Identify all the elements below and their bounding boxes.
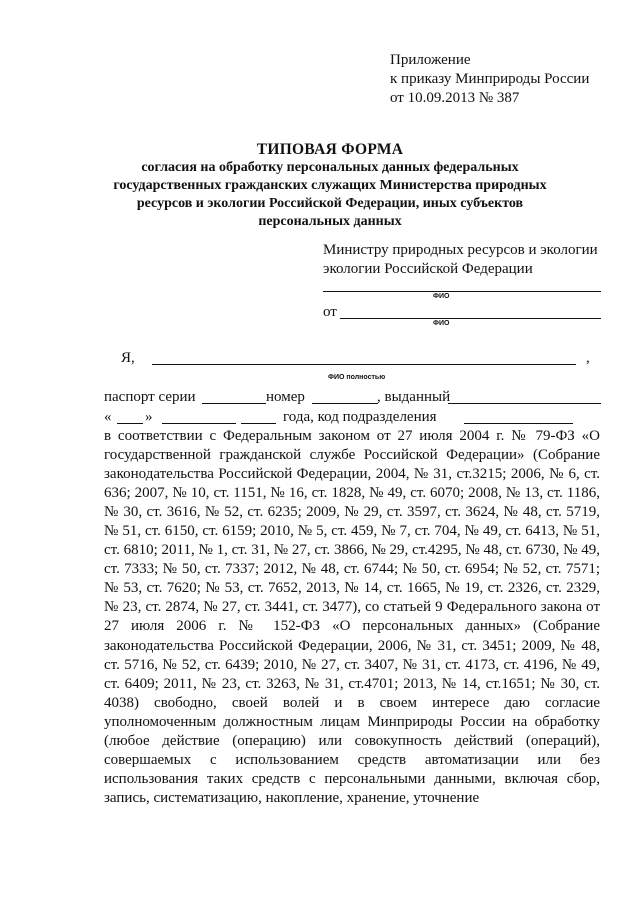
subdivision-code-field[interactable] [464,423,573,424]
declarant-suffix: , [586,350,590,366]
issue-day-field[interactable] [117,423,143,424]
addressee-fio-field[interactable] [323,291,601,292]
appendix-block [390,51,589,108]
appendix-line-2: к приказу Минприроды России [390,71,590,87]
appendix-line-3: от 10.09.2013 № 387 [390,90,520,106]
date-close-quote: » [145,409,153,425]
declarant-fio-caption: ФИО полностью [328,374,386,381]
appendix-line-1: Приложение [390,52,471,68]
issue-year-field[interactable] [241,423,276,424]
addressee-block [323,241,598,279]
addressee-line-1: Министру природных ресурсов и экологии [323,242,598,258]
passport-number-field[interactable] [312,403,378,404]
declarant-prefix: Я, [121,350,135,366]
date-open-quote: « [104,409,112,425]
consent-body-text: в соответствии с Федеральным законом от 27 июля 2004 г. № 79-ФЗ «О государственной гражданской службе Российской Федерации» (Собрание законодательства Российской Федерации, 2004, № 31, ст.3215; 2006, № 6, ст. 636; 2007, № 10, ст. 1151, № 16, ст. 1828, № 49, ст. 6070; 2008, № 13, ст. 1186, № 30, ст. 3616, № 52, ст. 6235; 2009, № 29, ст. 3597, ст. 3624, № 48, ст. 5719, № 51, ст. 6150, ст. 6159; 2010, № 5, ст. 459, № 7, ст. 704, № 49, ст. 6413, № 51, ст. 6810; 2011, № 1, ст. 31, № 27, ст. 3866, № 29, ст.4295, № 48, ст. 6730, № 49, ст. 7333; № 50, ст. 7337; 2012, № 48, ст. 6744; № 50, ст. 6954; № 52, ст. 7571; № 53, ст. 7620; № 53, ст. 7652, 2013, № 14, ст. 1665, № 19, ст. 2326, ст. 2329, № 23, ст. 2874, № 27, ст. 3441, ст. 3477), со статьей 9 Федерального закона от 27 июля 2006 г. № 152-ФЗ «О персональных данных» (Собрание законодательства Российской Федерации, 2006, № 31, ст. 3451; 2009, № 48, ст. 5716, № 52, ст. 6439; 2010, № 27, ст. 3407, № 31, ст. 4173, ст. 4196, № 49, ст. 6409; 2011, № 23, ст. 3263, № 31, ст.4701; 2013, № 14, ст.1651; № 30, ст. 4038) свободно, своей волей и в своем интересе даю согласие уполномоченным должностным лицам Минприроды России на обработку (любое действие (операцию) или совокупность действий (операций), совершаемых с использованием средств автоматизации или без использования таких средств с персональными данными, включая сбор, запись, систематизацию, накопление, хранение, уточнение [104,428,600,806]
passport-number-label: номер [266,389,305,405]
declarant-fio-field[interactable] [152,364,576,365]
addressee-line-2: экологии Российской Федерации [323,261,533,277]
from-fio-caption: ФИО [433,320,450,327]
passport-issued-field[interactable] [448,403,601,404]
passport-series-label: паспорт серии [104,389,196,405]
passport-issued-label: , выданный [377,389,451,405]
from-fio-field[interactable] [340,318,601,319]
issue-month-field[interactable] [162,423,236,424]
form-title [100,140,560,231]
from-label: от [323,304,337,320]
addressee-fio-caption: ФИО [433,293,450,300]
passport-series-field[interactable] [202,403,266,404]
form-heading: ТИПОВАЯ ФОРМА [256,141,404,158]
form-subtitle: согласия на обработку персональных данных федеральных государственных гражданских служащих Министерства природных ресурсов и экологии Российской Федерации, иных субъектов персональных данных [113,160,547,229]
year-and-code-label: года, код подразделения [283,409,437,425]
